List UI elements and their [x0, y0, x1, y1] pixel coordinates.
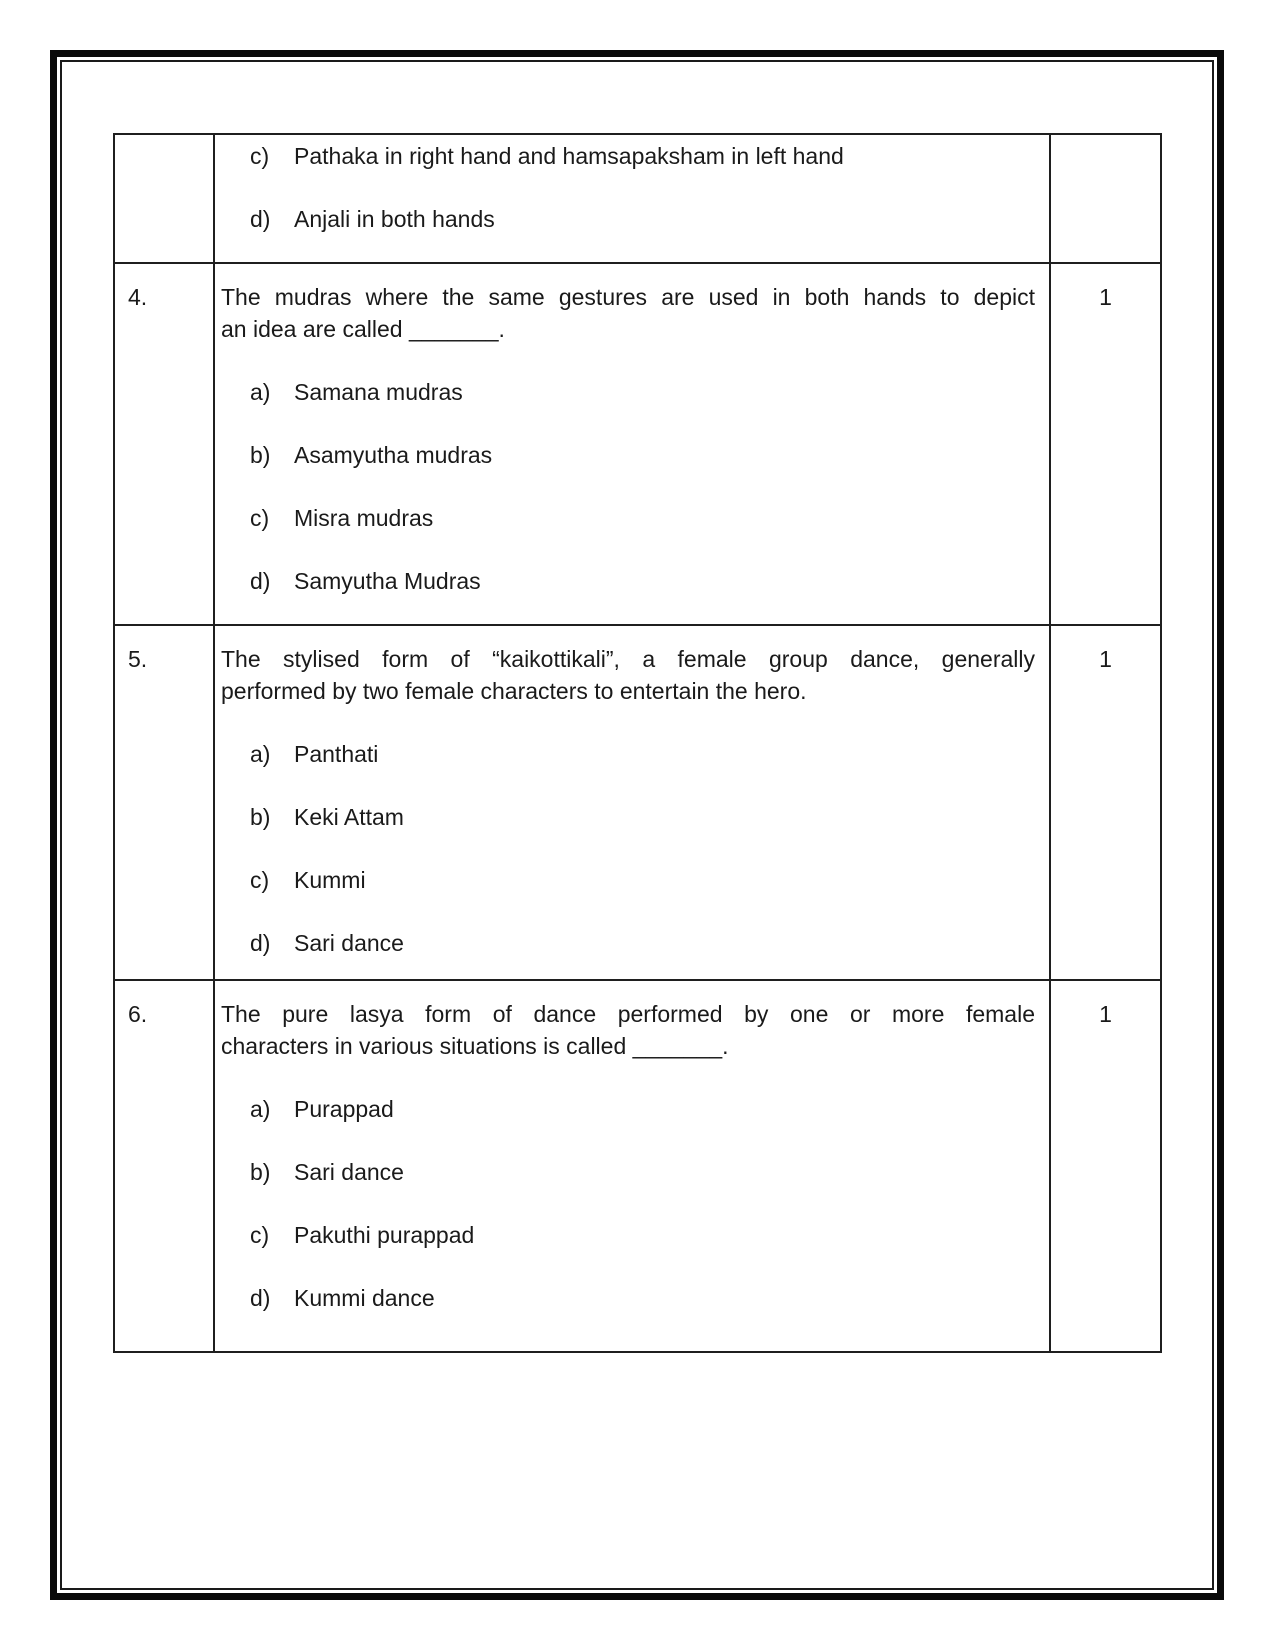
- option-label: d): [250, 930, 271, 956]
- option-text: Panthati: [294, 741, 379, 767]
- option-list: [250, 140, 1035, 235]
- option-item: [250, 801, 1035, 833]
- question-cell: [213, 981, 1049, 1351]
- table-row-q5: [115, 624, 1160, 979]
- option-item: [250, 203, 1035, 235]
- question-line: characters in various situations is called _______.: [221, 1033, 729, 1059]
- marks-cell: 1: [1049, 626, 1160, 979]
- question-cell: [213, 135, 1049, 262]
- option-item: [250, 1219, 1035, 1251]
- table-row-q6: [115, 979, 1160, 1351]
- option-text: Samana mudras: [294, 379, 463, 405]
- option-item: [250, 1156, 1035, 1188]
- question-number-cell: [115, 135, 213, 262]
- question-number-cell: 4.: [128, 284, 148, 310]
- option-text: Sari dance: [294, 1159, 404, 1185]
- option-item: [250, 1282, 1035, 1314]
- question-line: The mudras where the same gestures are used in both hands to depict: [221, 284, 1035, 310]
- option-text: Sari dance: [294, 930, 404, 956]
- option-text: Purappad: [294, 1096, 394, 1122]
- option-text: Asamyutha mudras: [294, 442, 493, 468]
- option-label: d): [250, 206, 271, 232]
- option-list: [250, 376, 1035, 597]
- option-list: [250, 1093, 1035, 1314]
- question-number-cell: 6.: [128, 1001, 148, 1027]
- option-label: c): [250, 143, 270, 169]
- option-item: [250, 502, 1035, 534]
- option-label: b): [250, 442, 271, 468]
- option-label: c): [250, 867, 270, 893]
- option-label: a): [250, 379, 271, 405]
- option-item: [250, 140, 1035, 172]
- option-text: Kummi dance: [294, 1285, 435, 1311]
- option-text: Anjali in both hands: [294, 206, 495, 232]
- option-item: [250, 439, 1035, 471]
- option-label: d): [250, 1285, 271, 1311]
- option-text: Pakuthi purappad: [294, 1222, 475, 1248]
- question-table: [113, 133, 1162, 1353]
- option-label: b): [250, 1159, 271, 1185]
- option-list: [250, 738, 1035, 959]
- question-line: an idea are called _______.: [221, 316, 505, 342]
- marks-cell: 1: [1049, 981, 1160, 1351]
- option-label: a): [250, 741, 271, 767]
- option-text: Misra mudras: [294, 505, 434, 531]
- marks-cell: 1: [1049, 264, 1160, 624]
- question-line: performed by two female characters to entertain the hero.: [221, 678, 807, 704]
- option-item: [250, 864, 1035, 896]
- option-label: b): [250, 804, 271, 830]
- option-item: [250, 376, 1035, 408]
- question-line: The pure lasya form of dance performed by one or more female: [221, 1001, 1035, 1027]
- option-item: [250, 565, 1035, 597]
- option-item: [250, 1093, 1035, 1125]
- option-text: Samyutha Mudras: [294, 568, 481, 594]
- table-row-q4: [115, 262, 1160, 624]
- option-text: Kummi: [294, 867, 366, 893]
- question-cell: [213, 264, 1049, 624]
- option-label: a): [250, 1096, 271, 1122]
- option-text: Keki Attam: [294, 804, 404, 830]
- option-label: c): [250, 505, 270, 531]
- option-text: Pathaka in right hand and hamsapaksham in left hand: [294, 143, 844, 169]
- marks-cell: [1049, 135, 1160, 262]
- table-row-q3-continuation: [115, 135, 1160, 262]
- option-item: [250, 738, 1035, 770]
- option-item: [250, 927, 1035, 959]
- option-label: c): [250, 1222, 270, 1248]
- question-number-cell: 5.: [128, 646, 148, 672]
- question-line: The stylised form of “kaikottikali”, a female group dance, generally: [221, 646, 1035, 672]
- option-label: d): [250, 568, 271, 594]
- question-cell: [213, 626, 1049, 979]
